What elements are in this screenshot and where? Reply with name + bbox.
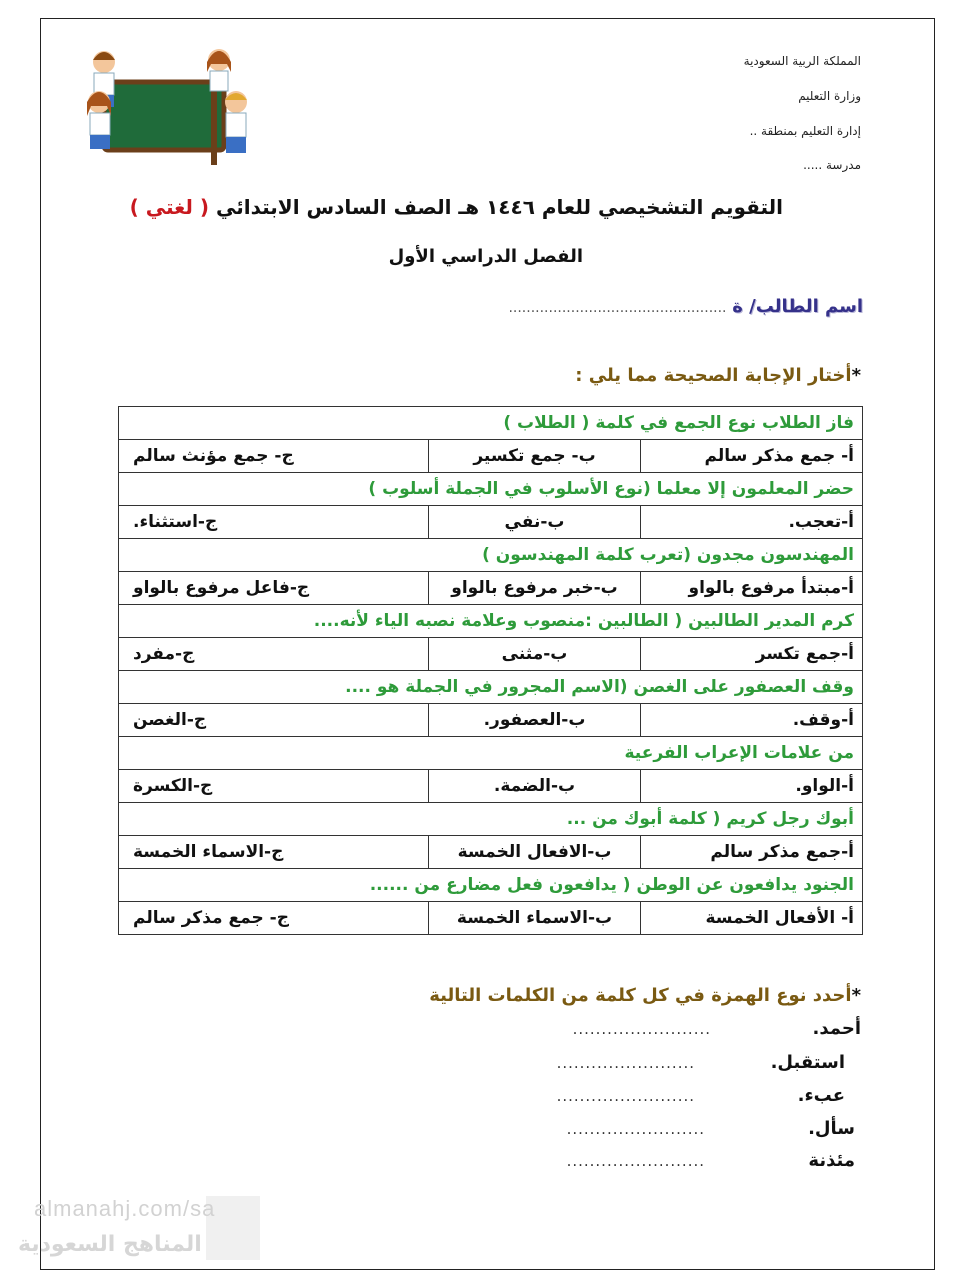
hamza-word: عبء. (797, 1085, 845, 1106)
hamza-item (567, 1150, 855, 1171)
option-c[interactable]: ج-استثناء. (119, 506, 429, 539)
question-text: من علامات الإعراب الفرعية (119, 737, 863, 770)
question-row (119, 869, 863, 902)
option-a[interactable]: أ-مبتدأ مرفوع بالواو (641, 572, 863, 605)
section-hamza-heading (429, 985, 861, 1006)
question-text: الجنود يدافعون عن الوطن ( يدافعون فعل مضارع من ...... (119, 869, 863, 902)
options-row (119, 770, 863, 803)
question-text: فاز الطلاب نوع الجمع في كلمة ( الطلاب ) (119, 407, 863, 440)
option-b[interactable]: ب-الافعال الخمسة (429, 836, 641, 869)
question-row (119, 671, 863, 704)
hamza-word: أحمد. (812, 1018, 861, 1039)
option-a[interactable]: أ-جمع مذكر سالم (641, 836, 863, 869)
exam-title (130, 195, 783, 219)
student-name-label: اسم الطالب/ ة (732, 296, 863, 317)
school-name: مدرسة ..... (803, 158, 861, 172)
section-choose-heading (575, 365, 861, 386)
option-c[interactable]: ج-الغصن (119, 704, 429, 737)
multiple-choice-table (118, 406, 863, 935)
options-row (119, 638, 863, 671)
question-row (119, 737, 863, 770)
option-c[interactable]: ج- جمع مؤنث سالم (119, 440, 429, 473)
question-row (119, 539, 863, 572)
option-a[interactable]: أ- الأفعال الخمسة (641, 902, 863, 935)
school-children-logo (64, 40, 254, 170)
options-row (119, 506, 863, 539)
option-a[interactable]: أ-تعجب. (641, 506, 863, 539)
options-row (119, 440, 863, 473)
option-b[interactable]: ب- جمع تكسير (429, 440, 641, 473)
options-row (119, 704, 863, 737)
section-hamza-text: أحدد نوع الهمزة في كل كلمة من الكلمات التالية (429, 985, 852, 1006)
student-name-row (508, 296, 863, 317)
option-c[interactable]: ج-فاعل مرفوع بالواو (119, 572, 429, 605)
hamza-item (557, 1052, 845, 1073)
star-marker: * (851, 985, 861, 1006)
hamza-word: سأل. (808, 1118, 855, 1139)
option-a[interactable]: أ-الواو. (641, 770, 863, 803)
hamza-answer-blank[interactable]: ........................ (556, 1054, 695, 1072)
hamza-answer-blank[interactable]: ........................ (556, 1087, 695, 1105)
question-text: أبوك رجل كريم ( كلمة أبوك من ... (119, 803, 863, 836)
question-text: كرم المدير الطالبين ( الطالبين :منصوب وعلامة نصبه الياء لأنه.... (119, 605, 863, 638)
hamza-word: مئذنة (808, 1150, 855, 1171)
watermark-site-name: المناهج السعودية (18, 1232, 202, 1257)
student-name-blank[interactable]: ................................................. (508, 300, 727, 316)
option-b[interactable]: ب-خبر مرفوع بالواو (429, 572, 641, 605)
star-marker: * (851, 365, 861, 386)
option-a[interactable]: أ-وقف. (641, 704, 863, 737)
semester-title: الفصل الدراسي الأول (388, 246, 583, 267)
question-text: حضر المعلمون إلا معلما (نوع الأسلوب في الجملة أسلوب ) (119, 473, 863, 506)
option-b[interactable]: ب-نفي (429, 506, 641, 539)
exam-title-text: التقويم التشخيصي للعام ١٤٤٦ هـ الصف السادس الابتدائي (215, 195, 783, 219)
question-row (119, 803, 863, 836)
option-b[interactable]: ب-الاسماء الخمسة (429, 902, 641, 935)
watermark-url: almanahj.com/sa (34, 1196, 216, 1221)
option-c[interactable]: ج-مفرد (119, 638, 429, 671)
hamza-item (573, 1018, 861, 1039)
hamza-item (557, 1085, 845, 1106)
hamza-answer-blank[interactable]: ........................ (566, 1120, 705, 1138)
exam-subject: ( لغتي ) (129, 195, 210, 219)
question-row (119, 473, 863, 506)
hamza-item (567, 1118, 855, 1139)
options-row (119, 572, 863, 605)
question-text: وقف العصفور على الغصن (الاسم المجرور في الجملة هو .... (119, 671, 863, 704)
question-text: المهندسون مجدون (تعرب كلمة المهندسون ) (119, 539, 863, 572)
option-b[interactable]: ب-مثنى (429, 638, 641, 671)
option-c[interactable]: ج- جمع مذكر سالم (119, 902, 429, 935)
question-row (119, 407, 863, 440)
hamza-answer-blank[interactable]: ........................ (572, 1020, 711, 1038)
options-row (119, 836, 863, 869)
hamza-answer-blank[interactable]: ........................ (566, 1152, 705, 1170)
kingdom-name: المملكة الربية السعودية (743, 54, 861, 68)
option-c[interactable]: ج-الاسماء الخمسة (119, 836, 429, 869)
option-a[interactable]: أ-جمع تكسر (641, 638, 863, 671)
option-a[interactable]: أ- جمع مذكر سالم (641, 440, 863, 473)
hamza-word: استقبل. (770, 1052, 845, 1073)
question-row (119, 605, 863, 638)
option-b[interactable]: ب-العصفور. (429, 704, 641, 737)
option-b[interactable]: ب-الضمة. (429, 770, 641, 803)
ministry-name: وزارة التعليم (798, 89, 861, 103)
administration-name: إدارة التعليم بمنطقة .. (749, 124, 861, 138)
option-c[interactable]: ج-الكسرة (119, 770, 429, 803)
section-choose-text: أختار الإجابة الصحيحة مما يلي : (575, 365, 852, 386)
options-row (119, 902, 863, 935)
